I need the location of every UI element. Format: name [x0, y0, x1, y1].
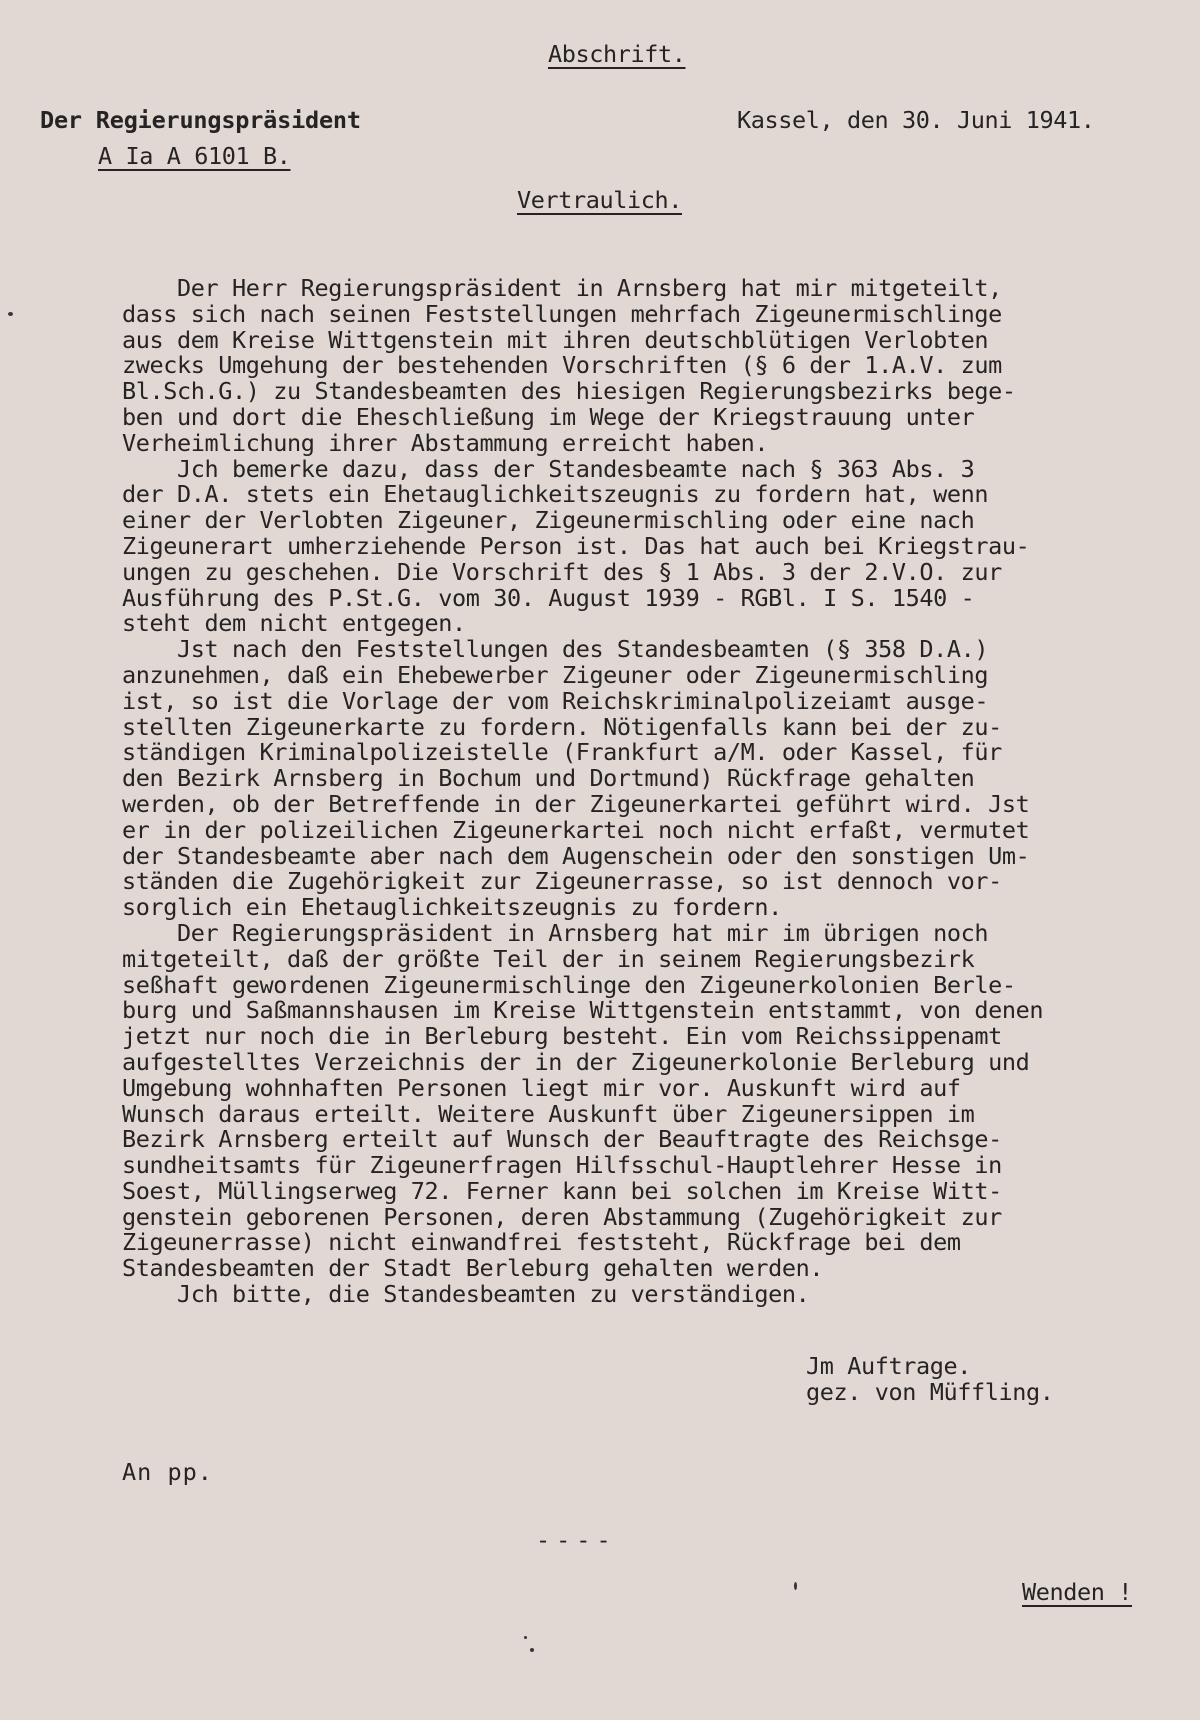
body-line: steht dem nicht entgegen. — [122, 609, 466, 638]
body-line: Zigeunerrasse) nicht einwandfrei feststeht, Rückfrage bei dem — [122, 1228, 961, 1257]
body-line: seßhaft gewordenen Zigeunermischlinge den Zigeunerkolonien Berle- — [122, 970, 1016, 999]
body-line: er in der polizeilichen Zigeunerkartei noch nicht erfaßt, vermutet — [122, 815, 1030, 844]
body-line: genstein geborenen Personen, deren Abstammung (Zugehörigkeit zur — [122, 1202, 1002, 1231]
paper-speck — [524, 1636, 527, 1639]
body-line: Der Regierungspräsident in Arnsberg hat mir im übrigen noch — [122, 918, 989, 947]
body-line: werden, ob der Betreffende in der Zigeunerkartei geführt wird. Jst — [122, 789, 1030, 818]
body-line: Verheimlichung ihrer Abstammung erreicht haben. — [122, 428, 769, 457]
paper-speck — [8, 312, 13, 316]
body-line: Standesbeamten der Stadt Berleburg gehalten werden. — [122, 1254, 824, 1283]
body-line: Soest, Müllingserweg 72. Ferner kann bei solchen im Kreise Witt- — [122, 1176, 1002, 1205]
body-line: Der Herr Regierungspräsident in Arnsberg hat mir mitgeteilt, — [122, 274, 1002, 302]
paper-speck — [530, 1648, 534, 1652]
body-line: einer der Verlobten Zigeuner, Zigeunermischling oder eine nach — [122, 506, 975, 535]
body-line: burg und Saßmannshausen im Kreise Wittgenstein entstammt, von denen — [122, 996, 1044, 1025]
confidential-marking: Vertraulich. — [517, 186, 682, 214]
document-heading: Abschrift. — [548, 40, 686, 68]
body-line: ungen zu geschehen. Die Vorschrift des § 1 Abs. 3 der 2.V.O. zur — [122, 557, 1002, 586]
signature-line-2: gez. von Müffling. — [806, 1378, 1054, 1406]
body-line: zwecks Umgehung der bestehenden Vorschriften (§ 6 der 1.A.V. zum — [122, 351, 1002, 380]
body-line: Bezirk Arnsberg erteilt auf Wunsch der Beauftragte des Reichsge- — [122, 1125, 1002, 1154]
reference-number: A Ia A 6101 B. — [98, 142, 291, 170]
issuer: Der Regierungspräsident — [40, 106, 361, 134]
body-line: ist, so ist die Vorlage der vom Reichskriminalpolizeiamt ausge- — [122, 686, 989, 715]
body-line: mitgeteilt, daß der größte Teil der in seinem Regierungsbezirk — [122, 944, 975, 973]
body-line: Ausführung des P.St.G. vom 30. August 1939 - RGBl. I S. 1540 - — [122, 583, 975, 612]
turn-over-note: Wenden ! — [1022, 1578, 1132, 1606]
recipient: An pp. — [122, 1458, 213, 1486]
body-line: den Bezirk Arnsberg in Bochum und Dortmund) Rückfrage gehalten — [122, 764, 975, 793]
body-line: der Standesbeamte aber nach dem Augenschein oder den sonstigen Um- — [122, 841, 1030, 870]
body-line: Jch bemerke dazu, dass der Standesbeamte nach § 363 Abs. 3 — [122, 454, 975, 483]
body-line: sorglich ein Ehetauglichkeitszeugnis zu fordern. — [122, 893, 782, 922]
body-line: Bl.Sch.G.) zu Standesbeamten des hiesigen Regierungsbezirks bege- — [122, 377, 1016, 406]
body-line: aus dem Kreise Wittgenstein mit ihren deutschblütigen Verlobten — [122, 325, 989, 354]
body-line: stellten Zigeunerkarte zu fordern. Nötigenfalls kann bei der zu- — [122, 712, 1002, 741]
body-line: jetzt nur noch die in Berleburg besteht. Ein vom Reichssippenamt — [122, 1022, 1002, 1051]
body-line: ben und dort die Eheschließung im Wege der Kriegstrauung unter — [122, 402, 975, 431]
separator: ---- — [536, 1526, 617, 1554]
body-line: aufgestelltes Verzeichnis der in der Zigeunerkolonie Berleburg und — [122, 1047, 1030, 1076]
body-line: Jch bitte, die Standesbeamten zu verständigen. — [122, 1280, 810, 1309]
body-line: ständigen Kriminalpolizeistelle (Frankfurt a/M. oder Kassel, für — [122, 738, 1002, 767]
dateline: Kassel, den 30. Juni 1941. — [737, 106, 1095, 134]
body-line: Umgebung wohnhaften Personen liegt mir vor. Auskunft wird auf — [122, 1073, 961, 1102]
body-line: der D.A. stets ein Ehetauglichkeitszeugnis zu fordern hat, wenn — [122, 480, 989, 509]
body-line: Jst nach den Feststellungen des Standesbeamten (§ 358 D.A.) — [122, 635, 989, 664]
body-line: Zigeunerart umherziehende Person ist. Das hat auch bei Kriegstrau- — [122, 531, 1030, 560]
signature-line-1: Jm Auftrage. — [806, 1352, 971, 1380]
paper-speck — [794, 1582, 797, 1590]
body-line: ständen die Zugehörigkeit zur Zigeunerrasse, so ist dennoch vor- — [122, 867, 1002, 896]
letter-body — [122, 276, 1192, 1308]
body-line: dass sich nach seinen Feststellungen mehrfach Zigeunermischlinge — [122, 299, 1002, 328]
body-line: Wunsch daraus erteilt. Weitere Auskunft über Zigeunersippen im — [122, 1099, 975, 1128]
body-line: sundheitsamts für Zigeunerfragen Hilfsschul-Hauptlehrer Hesse in — [122, 1151, 1002, 1180]
body-line: anzunehmen, daß ein Ehebewerber Zigeuner oder Zigeunermischling — [122, 660, 989, 689]
